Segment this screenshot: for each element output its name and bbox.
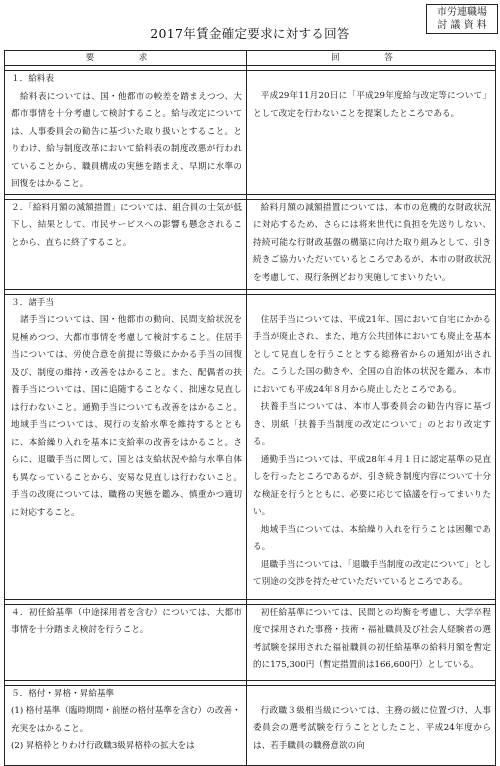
answer-cell — [247, 604, 496, 680]
request-line-2: (2) 昇格枠とりわけ行政職3級昇格枠の拡大をは — [11, 741, 195, 751]
answer-text: 行政職３級相当級については、主務の級に位置づけ、人事委員会の選考試験を行うこととしたこと、平成24年度からは、若手職員の職務意欲の向 — [253, 705, 491, 751]
answer-text-retirement: 退職手当については、「退職手当制度の改定について」として別途の交渉を持たせていただいているところである。 — [253, 559, 491, 587]
table-row — [5, 604, 496, 680]
answer-cell — [247, 685, 496, 765]
table-header-row — [5, 51, 496, 66]
request-text: 諸手当については、国・他都市の動向、民間支給状況を見極めつつ、大都市事情を考慮して検討すること。住居手当については、労使合意を前提に等級にかかる手当の回復及び、制度の維持・改善をはかること。また、配偶者の扶養手当については、国に追随することなく、拙速な見直しは行わないこと。通勤手当についても改善をはかること。地域手当については、現行の支給水準を維持するとともに、本給繰り入れを基本に支給率の改善をはかること。さらに、退職手当に関して、国とは支給状況や給与水準自体も異なっていることから、安易な見直しは行わないこと。手当の改廃については、職務の実態を鑑み、慎重かつ適切に対応すること。 — [11, 315, 242, 518]
answer-text: 給料月額の減額措置については、本市の危機的な財政状況に対応するため、さらには将来世代に負担を先送りしない、持続可能な行財政基盤の構築に向けた取り組みとして、引き続きご協力いただいているところであるが、本市の財政状況を考慮して、現行条例どおり実施してまいりたい。 — [253, 202, 491, 283]
table-row — [5, 294, 496, 599]
item-heading: ３．諸手当 — [11, 297, 54, 308]
answer-text-regional: 地域手当については、本給繰り入れを行うことは困難である。 — [253, 524, 491, 552]
request-text: 給料表については、国・他都市の較差を踏まえつつ、大都市事情を十分考慮して検討すること。給与改定については、人事委員会の勧告に基づいた取り扱いとすること。とりわけ、給与制度改革において給料表の制度改悪が行われていることから、職員構成の実態を踏まえ、早期に水準の回復をはかること。 — [11, 91, 242, 189]
answer-text: 平成29年11月20日に「平成29年度給与改定等について」として改定を行わないことを提案したところである。 — [253, 91, 491, 119]
stamp-line-2: 討 議 資 料 — [437, 20, 487, 31]
answer-text: 初任給基準については、民間との均衡を考慮し、大学卒程度で採用された事務・技術・福祉職員及び社会人経験者の選考試験を採用された福祉職員の初任給基準の給料月額を暫定的に175,300円（暫定措置前は166,600円）としている。 — [253, 607, 491, 670]
table-row — [5, 199, 496, 289]
page-title: 2017年賃金確定要求に対する回答 — [150, 26, 350, 41]
item-heading: ２．「給料月額の減額措置」については、組合員の士気が低下し、結果として、市民サービスへの影響も懸念されることから、直ちに終了すること。 — [11, 202, 242, 248]
request-cell — [5, 604, 247, 680]
table-row — [5, 685, 496, 765]
request-cell — [5, 71, 247, 195]
answer-text-commute: 通勤手当については、平成28年４月１日に認定基準の見直しを行ったところであるが、引き続き制度内容について十分な検証を行うとともに、必要に応じて協議を行ってまいりたい。 — [253, 454, 491, 517]
column-header-request: 要 求 — [5, 51, 247, 66]
answer-cell — [247, 71, 496, 195]
item-heading: ５．格付・昇格・昇給基準 — [11, 688, 115, 699]
answer-cell — [247, 199, 496, 289]
item-heading: ４．初任給基準（中途採用者を含む）については、大都市事情を十分踏まえ検討を行うこと。 — [11, 607, 242, 635]
answer-cell — [247, 294, 496, 599]
stamp-line-1: 市労連職場 — [437, 7, 487, 18]
item-heading: １．給料表 — [11, 74, 54, 84]
request-cell — [5, 199, 247, 289]
request-cell — [5, 294, 247, 599]
request-line-1: (1) 格付基準（臨時期間・前歴の格付基準を含む）の改善・充実をはかること。 — [11, 706, 241, 734]
table-row — [5, 71, 496, 195]
request-answer-table — [4, 50, 496, 766]
answer-text-housing: 住居手当については、平成21年、国において自宅にかかる手当が廃止され、また、地方公共団体においても廃止を基本として見直しを行うこととする総務省からの通知が出された。こうした国の動きや、全国の自治体の状況を鑑み、本市においても平成24年８月から廃止したところである。 — [253, 314, 491, 395]
column-header-answer: 回 答 — [247, 51, 496, 66]
request-cell — [5, 685, 247, 765]
answer-text-dependent: 扶養手当については、本市人事委員会の勧告内容に基づき、別紙「扶養手当制度の改定について」のとおり改定する。 — [253, 402, 491, 447]
